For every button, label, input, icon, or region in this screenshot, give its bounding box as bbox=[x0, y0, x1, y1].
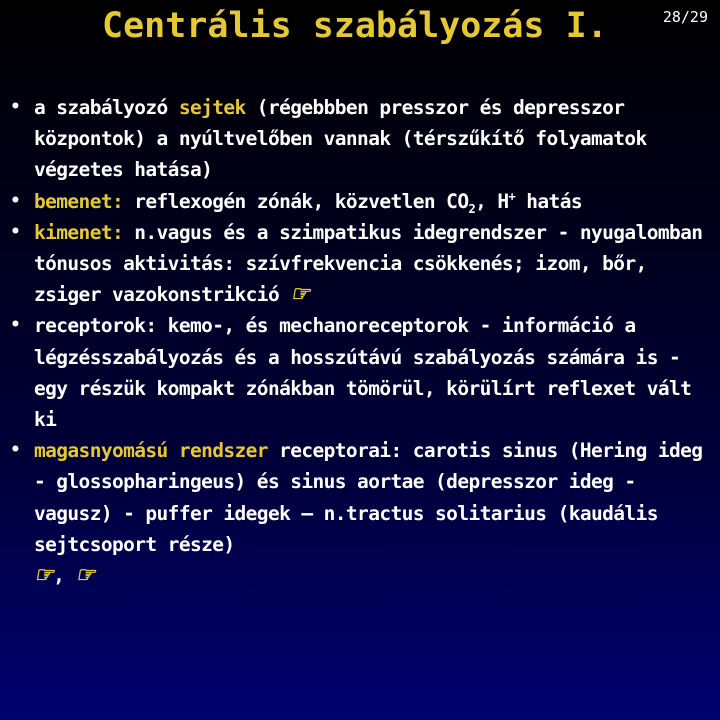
bullet-dot: • bbox=[10, 221, 21, 242]
bullet-item-receptors bbox=[0, 310, 720, 435]
hand-pointer-icon[interactable]: ☞ bbox=[290, 281, 310, 308]
bullet-dot: • bbox=[10, 97, 21, 117]
bullet-item-cells bbox=[0, 92, 720, 186]
highlight-term: magasnyomású rendszer bbox=[34, 439, 268, 463]
bullet-text: receptorai: carotis sinus (Hering ideg - glossopharingeus) és sinus aortae (depresszor ideg - vagusz) - puffer idegek – n.tractus solitarius (kaudális sejtcsoport része) bbox=[34, 439, 703, 556]
bullet-dot: • bbox=[10, 440, 21, 461]
hand-pointer-icon[interactable]: ☞ bbox=[75, 562, 95, 589]
bullet-text: , H bbox=[475, 189, 509, 213]
bullet-dot: • bbox=[10, 315, 21, 336]
bullet-item-high-pressure bbox=[0, 435, 720, 591]
bullet-text: hatás bbox=[515, 189, 582, 213]
hand-pointer-icon[interactable]: ☞ bbox=[34, 562, 54, 589]
bullet-text: (régebbben presszor és depresszor központok) a nyúltvelőben vannak (térszűkítő folyamatok végzetes hatása) bbox=[34, 96, 647, 182]
highlight-term: kimenet: bbox=[34, 220, 124, 244]
highlight-term: sejtek bbox=[178, 96, 246, 119]
superscript: + bbox=[508, 189, 516, 204]
bullet-text: receptorok: kemo-, és mechanoreceptorok - információ a légzésszabályozás és a hosszútávú szabályozás számára is - egy részük kompakt zónákban tömörül, körülírt reflexet vált ki bbox=[34, 314, 692, 432]
slide-title: Centrális szabályozás I. bbox=[102, 6, 608, 46]
bullet-item-output bbox=[0, 217, 720, 311]
icon-separator: , bbox=[53, 564, 76, 588]
bullet-list bbox=[0, 92, 720, 591]
bullet-text: a szabályozó bbox=[34, 96, 179, 119]
subscript: 2 bbox=[468, 201, 476, 216]
bullet-dot: • bbox=[10, 190, 21, 211]
page-number: 28/29 bbox=[662, 8, 708, 26]
bullet-text: reflexogén zónák, közvetlen CO bbox=[123, 189, 469, 213]
bullet-text: n.vagus és a szimpatikus idegrendszer - nyugalomban tónusos aktivitás: szívfrekvencia csökkenés; izom, bőr, zsiger vazokonstrikció bbox=[34, 220, 703, 307]
highlight-term: bemenet: bbox=[34, 189, 124, 213]
bullet-item-input bbox=[0, 186, 720, 217]
